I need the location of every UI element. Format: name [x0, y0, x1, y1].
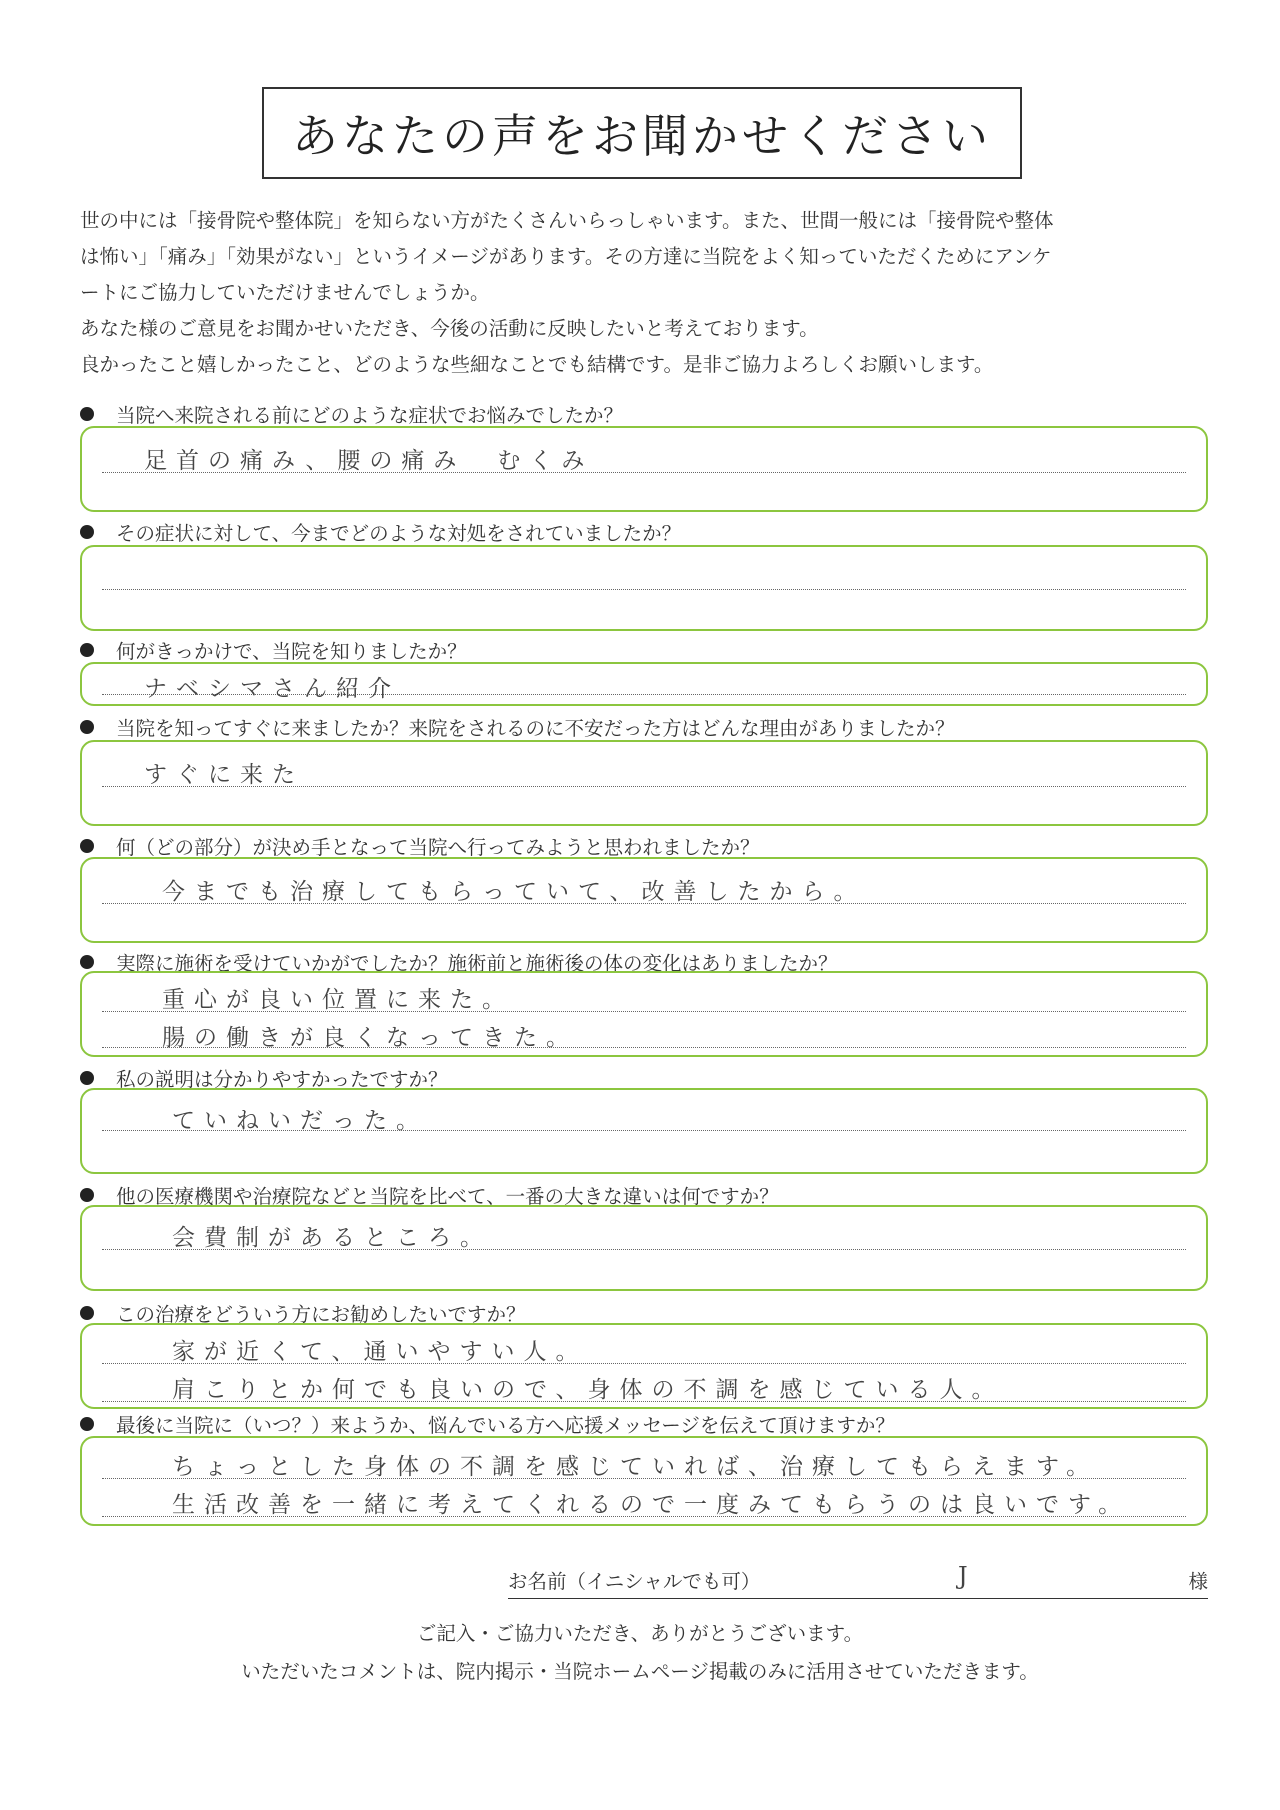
answer-box-7	[80, 1088, 1208, 1174]
dotted-line	[102, 589, 1186, 590]
question-label: 実際に施術を受けていかがでしたか？施術前と施術後の体の変化はありましたか？	[116, 952, 838, 975]
question-10	[80, 1410, 895, 1438]
answer-box-8	[80, 1205, 1208, 1291]
handwritten-answer: ちょっとした身体の不調を感じていれば、治療してもらえます。	[172, 1454, 1099, 1480]
bullet-icon	[80, 839, 94, 853]
handwritten-answer: ナベシマさん紹介	[144, 676, 400, 702]
answer-box-4	[80, 740, 1208, 826]
handwritten-answer: 家が近くて、通いやすい人。	[172, 1339, 588, 1365]
answer-box-6	[80, 971, 1208, 1057]
question-label: 私の説明は分かりやすかったですか？	[116, 1068, 448, 1091]
handwritten-answer: 今までも治療してもらっていて、改善したから。	[162, 879, 866, 905]
question-5	[80, 832, 760, 860]
intro-line: ートにご協力していただけませんでしょうか。	[80, 281, 490, 304]
bullet-icon	[80, 1188, 94, 1202]
question-label: この治療をどういう方にお勧めしたいですか？	[116, 1303, 526, 1326]
title-box	[262, 87, 1022, 179]
bullet-icon	[80, 1417, 94, 1431]
question-label: 他の医療機関や治療院などと当院を比べて、一番の大きな違いは何ですか？	[116, 1185, 779, 1208]
answer-box-9	[80, 1323, 1208, 1409]
footer-thanks: ご記入・ご協力いただき、ありがとうございます。	[416, 1622, 864, 1645]
handwritten-answer: 会費制があるところ。	[172, 1225, 492, 1251]
handwritten-answer: 重心が良い位置に来た。	[162, 987, 514, 1013]
bullet-icon	[80, 525, 94, 539]
question-label: 当院へ来院される前にどのような症状でお悩みでしたか？	[116, 404, 624, 427]
intro-line: あなた様のご意見をお聞かせいただき、今後の活動に反映したいと考えております。	[80, 317, 819, 340]
bullet-icon	[80, 643, 94, 657]
bullet-icon	[80, 1306, 94, 1320]
bullet-icon	[80, 720, 94, 734]
intro-line: は怖い」「痛み」「効果がない」というイメージがあります。その方達に当院をよく知っていただくためにアンケ	[80, 245, 1052, 268]
question-label: 何（どの部分）が決め手となって当院へ行ってみようと思われましたか？	[116, 836, 760, 859]
answer-box-3	[80, 662, 1208, 706]
question-2	[80, 518, 681, 546]
name-value: J	[958, 1562, 968, 1590]
name-row	[508, 1562, 1208, 1599]
intro-line: 世の中には「接骨院や整体院」を知らない方がたくさんいらっしゃいます。また、世間一般には「接骨院や整体	[80, 209, 1054, 232]
page-title: あなたの声をお聞かせください	[292, 109, 992, 163]
question-label: その症状に対して、今までどのような対処をされていましたか？	[116, 522, 682, 545]
name-label: お名前（イニシャルでも可）	[508, 1570, 761, 1593]
question-label: 最後に当院に（いつ？）来ようか、悩んでいる方へ応援メッセージを伝えて頂けますか？	[116, 1414, 895, 1437]
question-label: 当院を知ってすぐに来ましたか？来院をされるのに不安だった方はどんな理由がありましたか？	[116, 717, 955, 740]
question-4	[80, 713, 955, 741]
name-suffix: 様	[1188, 1570, 1208, 1593]
answer-box-5	[80, 857, 1208, 943]
handwritten-answer: 足首の痛み、腰の痛み むくみ	[144, 448, 594, 474]
bullet-icon	[80, 407, 94, 421]
question-3	[80, 636, 467, 664]
answer-box-10	[80, 1436, 1208, 1526]
handwritten-answer: すぐに来た	[144, 762, 304, 788]
question-1	[80, 400, 623, 428]
footer-note: いただいたコメントは、院内掲示・当院ホームページ掲載のみに活用させていただきます。	[241, 1660, 1039, 1683]
intro-line: 良かったこと嬉しかったこと、どのような些細なことでも結構です。是非ご協力よろしくお願いします。	[80, 353, 994, 376]
question-label: 何がきっかけで、当院を知りましたか？	[116, 640, 467, 663]
handwritten-answer: ていねいだった。	[172, 1108, 428, 1134]
handwritten-answer: 生活改善を一緒に考えてくれるので一度みてもらうのは良いです。	[172, 1492, 1131, 1518]
handwritten-answer: 腸の働きが良くなってきた。	[162, 1025, 578, 1051]
answer-box-1	[80, 426, 1208, 512]
intro-text	[80, 203, 1210, 383]
answer-box-2	[80, 545, 1208, 631]
handwritten-answer: 肩こりとか何でも良いので、身体の不調を感じている人。	[172, 1377, 1004, 1403]
bullet-icon	[80, 955, 94, 969]
bullet-icon	[80, 1071, 94, 1085]
